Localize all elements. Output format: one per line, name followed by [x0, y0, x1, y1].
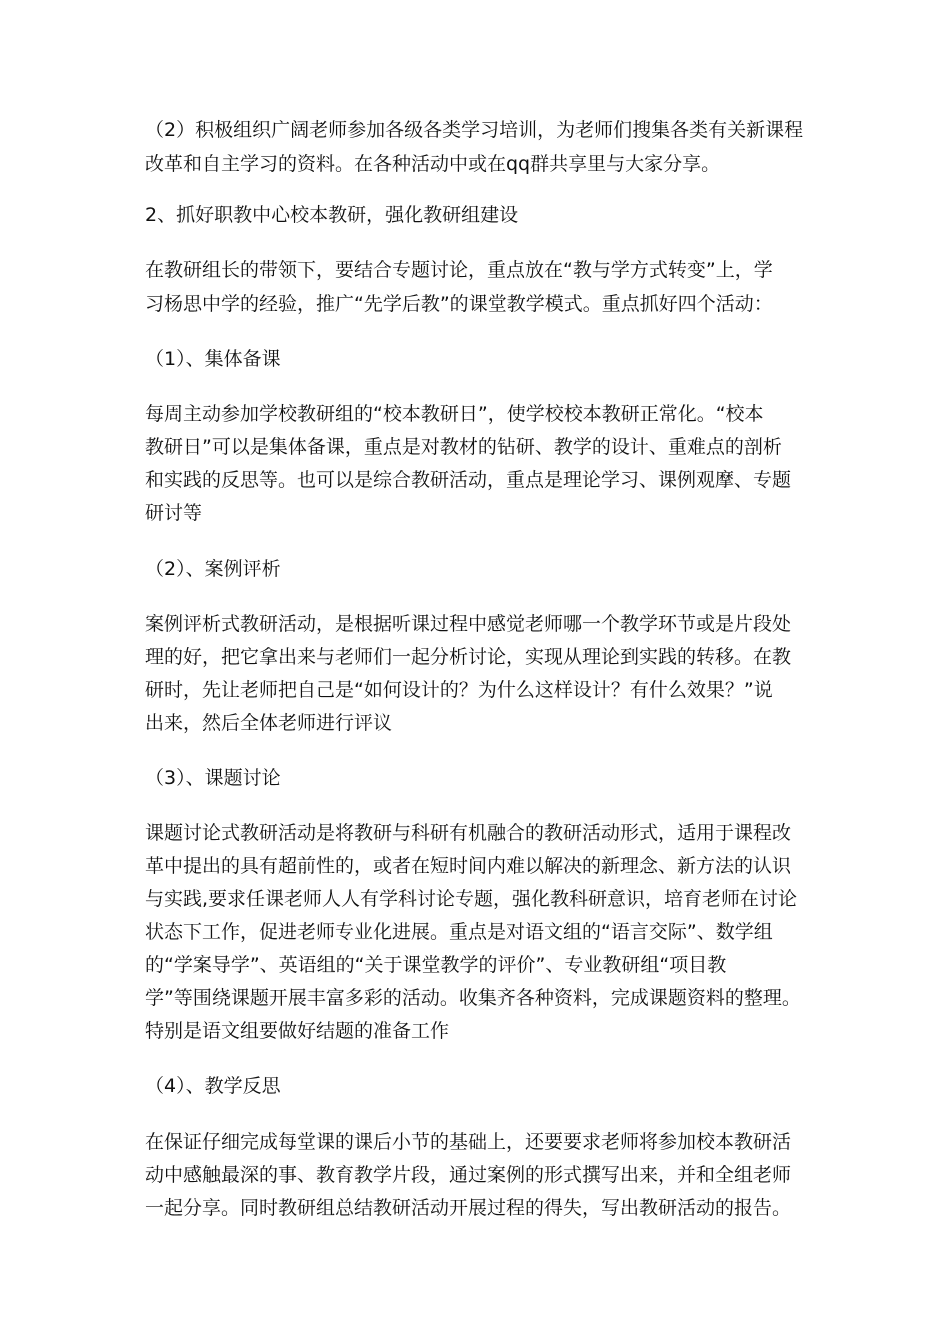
paragraph-line: 特别是语文组要做好结题的准备工作: [145, 1020, 450, 1042]
paragraph-line: 在教研组长的带领下，要结合专题讨论，重点放在“教与学方式转变”上，学: [145, 259, 773, 281]
paragraph-line: 出来，然后全体老师进行评议: [145, 712, 393, 734]
paragraph-line: 状态下工作，促进老师专业化进展。重点是对语文组的“语言交际”、数学组: [145, 921, 773, 943]
paragraph-line: 课题讨论式教研活动是将教研与科研有机融合的教研活动形式，适用于课程改: [145, 822, 792, 844]
subsection-heading: （2）、案例评析: [145, 558, 281, 580]
section-heading: 2、抓好职教中心校本教研，强化教研组建设: [145, 204, 519, 226]
paragraph-line: 习杨思中学的经验，推广“先学后教”的课堂教学模式。重点抓好四个活动：: [145, 293, 773, 315]
subsection-heading: （4）、教学反思: [145, 1075, 281, 1097]
subsection-heading: （1）、集体备课: [145, 348, 281, 370]
paragraph-line: 的“学案导学”、英语组的“关于课堂教学的评价”、专业教研组“项目教: [145, 954, 727, 976]
paragraph-line: 研时，先让老师把自己是“如何设计的？为什么这样设计？有什么效果？”说: [145, 679, 773, 701]
paragraph-line: 每周主动参加学校教研组的“校本教研日”，使学校校本教研正常化。“校本: [145, 403, 764, 425]
paragraph-line: 教研日”可以是集体备课，重点是对教材的钻研、教学的设计、重难点的剖析: [145, 436, 782, 458]
paragraph-line: 与实践,要求任课老师人人有学科讨论专题，强化教科研意识，培育老师在讨论: [145, 888, 798, 910]
paragraph-line: 和实践的反思等。也可以是综合教研活动，重点是理论学习、课例观摩、专题: [145, 469, 792, 491]
paragraph-line: 理的好，把它拿出来与老师们一起分析讨论，实现从理论到实践的转移。在教: [145, 646, 792, 668]
paragraph-line: 在保证仔细完成每堂课的课后小节的基础上，还要要求老师将参加校本教研活: [145, 1131, 792, 1153]
paragraph-line: 学”等围绕课题开展丰富多彩的活动。收集齐各种资料，完成课题资料的整理。: [145, 987, 801, 1009]
paragraph-line: 革中提出的具有超前性的，或者在短时间内难以解决的新理念、新方法的认识: [145, 855, 792, 877]
paragraph-line: （2）积极组织广阔老师参加各级各类学习培训，为老师们搜集各类有关新课程: [145, 119, 804, 141]
subsection-heading: （3）、课题讨论: [145, 767, 281, 789]
paragraph-line: 动中感触最深的事、教育教学片段，通过案例的形式撰写出来，并和全组老师: [145, 1164, 792, 1186]
paragraph-line: 研讨等: [145, 502, 203, 524]
paragraph-line: 一起分享。同时教研组总结教研活动开展过程的得失，写出教研活动的报告。: [145, 1197, 792, 1219]
paragraph-line: 案例评析式教研活动，是根据听课过程中感觉老师哪一个教学环节或是片段处: [145, 613, 792, 635]
paragraph-line: 改革和自主学习的资料。在各种活动中或在qq群共享里与大家分享。: [145, 153, 721, 175]
